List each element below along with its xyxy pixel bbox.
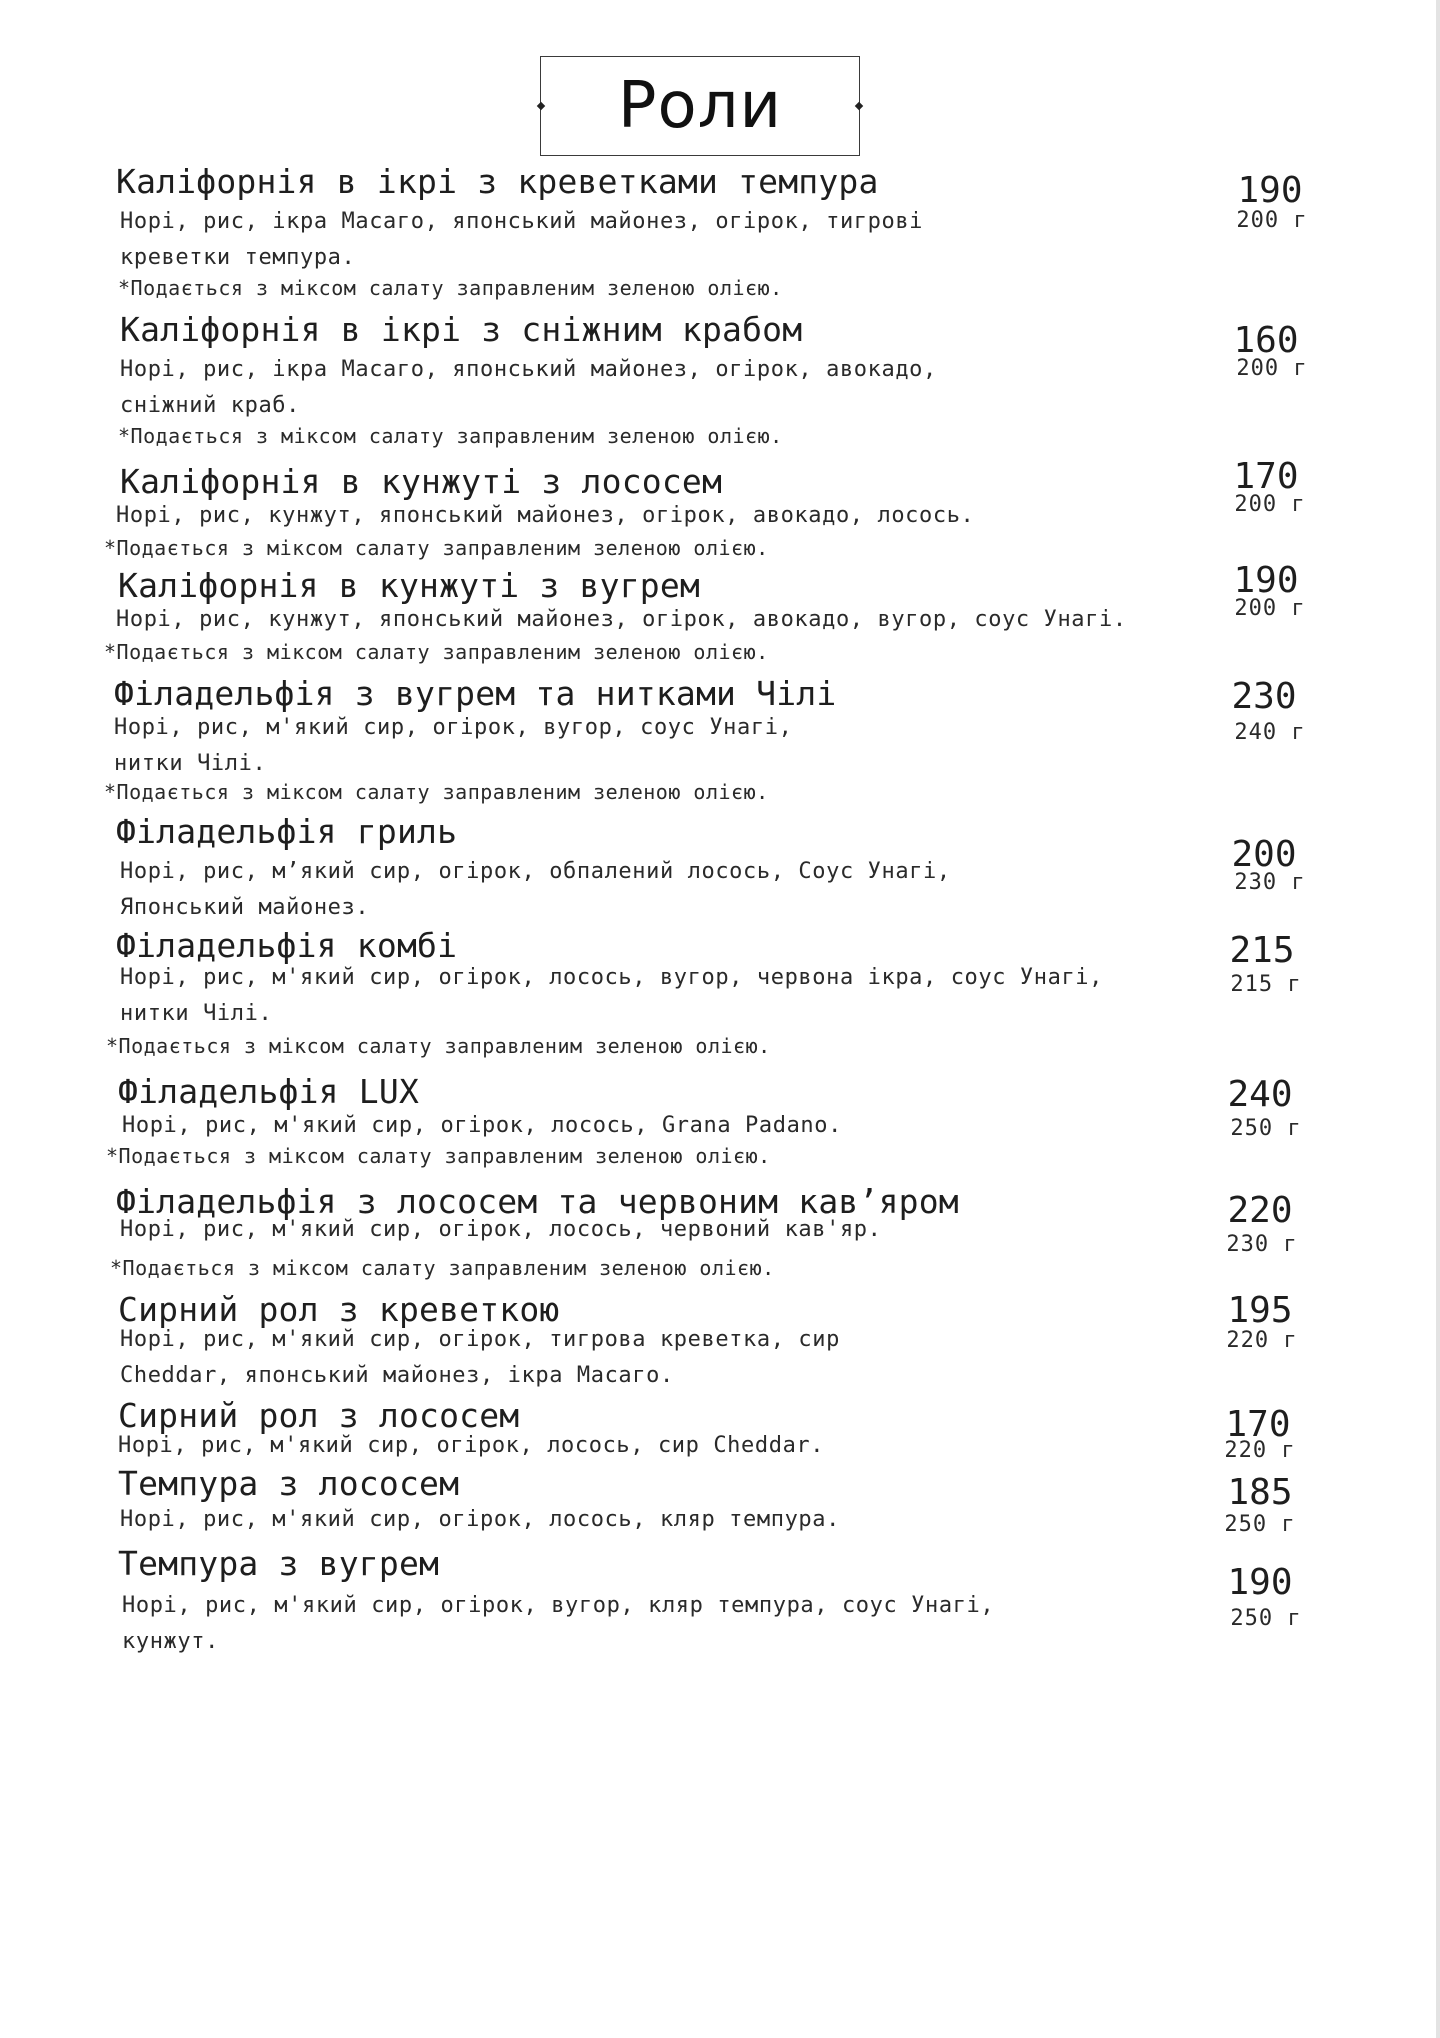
item-note: *Подається з міксом салату заправленим зеленою олією.	[104, 640, 769, 664]
item-description: креветки темпура.	[120, 245, 356, 270]
page-edge	[1436, 0, 1440, 2038]
item-note: *Подається з міксом салату заправленим зеленою олією.	[106, 1144, 771, 1168]
item-name: Каліфорнія в кунжуті з вугрем	[118, 566, 700, 605]
item-note: *Подається з міксом салату заправленим зеленою олією.	[110, 1256, 775, 1280]
item-weight: 200 г	[1234, 596, 1306, 621]
item-price: 200	[1231, 834, 1297, 875]
item-price: 185	[1227, 1472, 1293, 1513]
item-description: нитки Чілі.	[120, 1001, 273, 1026]
item-name: Каліфорнія в ікрі з креветками темпура	[116, 162, 879, 201]
item-name: Сирний рол з лососем	[118, 1396, 520, 1435]
item-price: 190	[1233, 560, 1299, 601]
item-description: Норі, рис, ікра Масаго, японський майонез, огірок, тигрові	[120, 209, 924, 234]
item-name: Філадельфія гриль	[116, 812, 458, 851]
item-description: Cheddar, японський майонез, ікра Масаго.	[120, 1363, 674, 1388]
item-price: 220	[1227, 1190, 1293, 1231]
item-name: Темпура з вугрем	[118, 1544, 440, 1583]
item-weight: 220 г	[1224, 1438, 1296, 1463]
item-name: Філадельфія LUX	[118, 1072, 420, 1111]
item-name: Темпура з лососем	[118, 1464, 460, 1503]
item-weight: 220 г	[1226, 1328, 1298, 1353]
item-weight: 230 г	[1226, 1232, 1298, 1257]
item-description: Норі, рис, м'який сир, огірок, лосось, сир Cheddar.	[118, 1433, 825, 1458]
item-price: 170	[1225, 1404, 1291, 1445]
item-price: 160	[1233, 320, 1299, 361]
item-price: 190	[1227, 1562, 1293, 1603]
item-weight: 250 г	[1230, 1606, 1302, 1631]
item-weight: 215 г	[1230, 972, 1302, 997]
item-description: Норі, рис, м’який сир, огірок, обпалений лосось, Соус Унагі,	[120, 859, 951, 884]
item-name: Сирний рол з креветкою	[118, 1290, 560, 1329]
item-name: Філадельфія з лососем та червоним кав’яром	[116, 1182, 959, 1221]
page-title: Роли	[617, 69, 783, 143]
item-description: Японський майонез.	[120, 895, 370, 920]
item-price: 195	[1227, 1290, 1293, 1331]
item-description: Норі, рис, м'який сир, огірок, вугор, соус Унагі,	[114, 715, 793, 740]
item-name: Каліфорнія в ікрі з сніжним крабом	[120, 310, 803, 349]
item-description: Норі, рис, кунжут, японський майонез, огірок, авокадо, лосось.	[116, 503, 975, 528]
item-weight: 240 г	[1234, 720, 1306, 745]
item-note: *Подається з міксом салату заправленим зеленою олією.	[118, 276, 783, 300]
item-weight: 200 г	[1236, 208, 1308, 233]
item-description: Норі, рис, м'який сир, огірок, вугор, кляр темпура, соус Унагі,	[122, 1593, 995, 1618]
item-price: 240	[1227, 1074, 1293, 1115]
item-description: Норі, рис, м'який сир, огірок, тигрова креветка, сир	[120, 1327, 840, 1352]
item-description: кунжут.	[122, 1629, 219, 1654]
page-title-frame	[540, 56, 860, 156]
item-name: Каліфорнія в кунжуті з лососем	[120, 462, 723, 501]
item-description: сніжний краб.	[120, 393, 300, 418]
item-weight: 200 г	[1236, 356, 1308, 381]
item-name: Філадельфія комбі	[116, 926, 458, 965]
item-description: Норі, рис, м'який сир, огірок, лосось, червоний кав'яр.	[120, 1217, 882, 1242]
item-weight: 250 г	[1230, 1116, 1302, 1141]
item-weight: 200 г	[1234, 492, 1306, 517]
item-description: нитки Чілі.	[114, 751, 267, 776]
item-description: Норі, рис, м'який сир, огірок, лосось, Grana Padano.	[122, 1113, 842, 1138]
item-price: 190	[1237, 170, 1303, 211]
item-note: *Подається з міксом салату заправленим зеленою олією.	[104, 780, 769, 804]
diamond-ornament-icon	[537, 102, 545, 110]
item-description: Норі, рис, м'який сир, огірок, лосось, кляр темпура.	[120, 1507, 840, 1532]
item-weight: 250 г	[1224, 1512, 1296, 1537]
item-weight: 230 г	[1234, 870, 1306, 895]
item-description: Норі, рис, ікра Масаго, японський майонез, огірок, авокадо,	[120, 357, 937, 382]
item-name: Філадельфія з вугрем та нитками Чілі	[114, 674, 837, 713]
item-description: Норі, рис, кунжут, японський майонез, огірок, авокадо, вугор, соус Унагі.	[116, 607, 1127, 632]
item-price: 215	[1229, 930, 1295, 971]
item-price: 230	[1231, 676, 1297, 717]
diamond-ornament-icon	[855, 102, 863, 110]
item-note: *Подається з міксом салату заправленим зеленою олією.	[106, 1034, 771, 1058]
item-note: *Подається з міксом салату заправленим зеленою олією.	[104, 536, 769, 560]
item-note: *Подається з міксом салату заправленим зеленою олією.	[118, 424, 783, 448]
item-price: 170	[1233, 456, 1299, 497]
item-description: Норі, рис, м'який сир, огірок, лосось, вугор, червона ікра, соус Унагі,	[120, 965, 1104, 990]
